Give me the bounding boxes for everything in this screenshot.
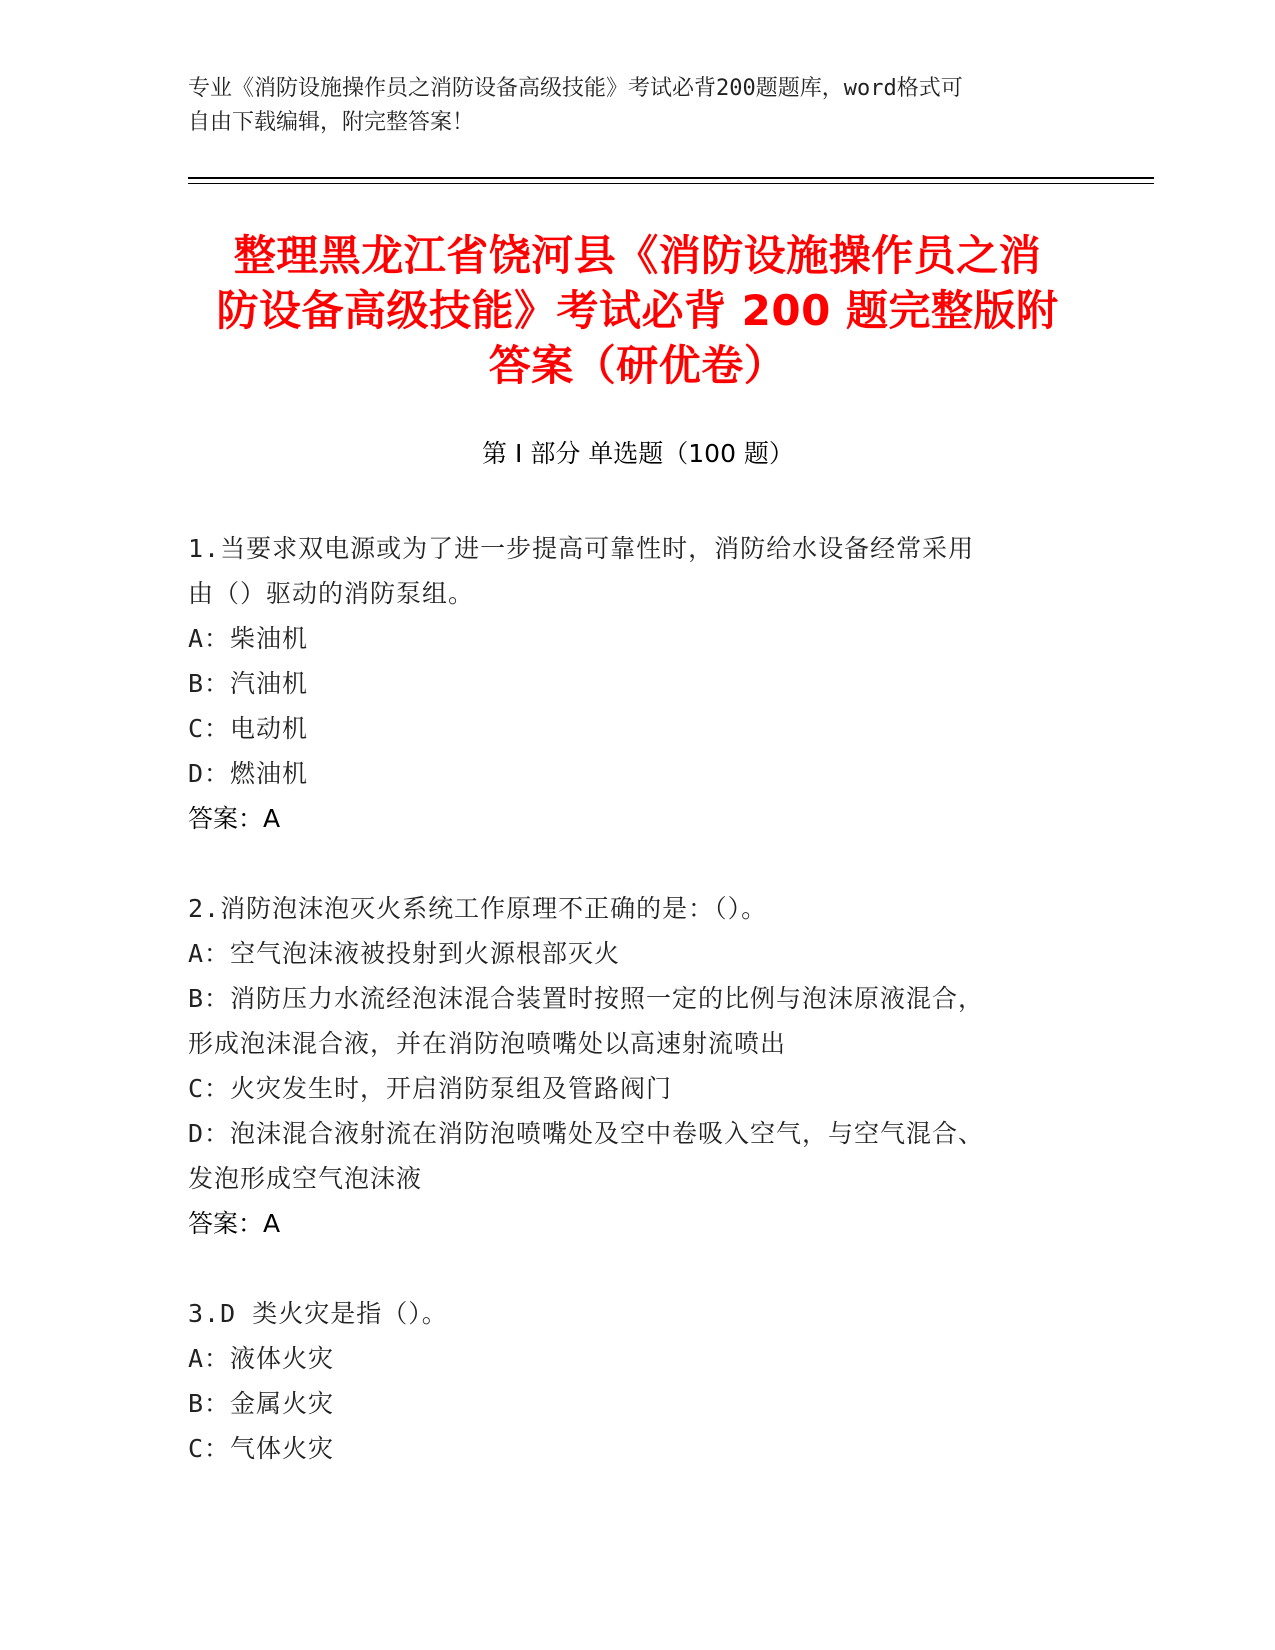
option-d: D：泡沫混合液射流在消防泡喷嘴处及空中卷吸入空气，与空气混合、	[188, 1119, 985, 1148]
option-c: C：气体火灾	[188, 1434, 335, 1463]
option-a: A：柴油机	[188, 624, 309, 653]
option-b-continued: 形成泡沫混合液，并在消防泡喷嘴处以高速射流喷出	[188, 1029, 787, 1058]
option-a: A：液体火灾	[188, 1344, 335, 1373]
question-item	[188, 526, 1088, 841]
option-b: B：汽油机	[188, 669, 309, 698]
option-a: A：空气泡沫液被投射到火源根部灭火	[188, 939, 621, 968]
title-line: 答案（研优卷）	[488, 341, 787, 390]
option-c: C：电动机	[188, 714, 309, 743]
question-stem: 2.消防泡沫泡灭火系统工作原理不正确的是：（）。	[188, 894, 768, 923]
header-divider-thick	[188, 177, 1154, 179]
header-divider-thin	[188, 183, 1154, 184]
header-note	[188, 72, 1088, 140]
title-line: 整理黑龙江省饶河县《消防设施操作员之消	[233, 231, 1042, 280]
question-item	[188, 1291, 1088, 1471]
option-d-continued: 发泡形成空气泡沫液	[188, 1164, 423, 1193]
option-b: B：金属火灾	[188, 1389, 335, 1418]
question-stem: 由（）驱动的消防泵组。	[188, 579, 475, 608]
section-title: 第 I 部分 单选题（100 题）	[482, 439, 794, 468]
document-title	[160, 228, 1115, 393]
option-d: D：燃油机	[188, 759, 309, 788]
title-line: 防设备高级技能》考试必背 200 题完整版附	[216, 286, 1059, 335]
header-note-line: 专业《消防设施操作员之消防设备高级技能》考试必背200题题库，word格式可	[188, 76, 963, 101]
answer-label: 答案：A	[188, 804, 281, 833]
option-b: B：消防压力水流经泡沫混合装置时按照一定的比例与泡沫原液混合，	[188, 984, 985, 1013]
question-item	[188, 886, 1088, 1246]
option-c: C：火灾发生时，开启消防泵组及管路阀门	[188, 1074, 673, 1103]
answer-label: 答案：A	[188, 1209, 281, 1238]
question-stem: 1.当要求双电源或为了进一步提高可靠性时，消防给水设备经常采用	[188, 534, 975, 563]
question-stem: 3.D 类火灾是指（）。	[188, 1299, 448, 1328]
question-list	[188, 526, 1088, 1516]
header-note-line: 自由下载编辑，附完整答案！	[188, 110, 475, 135]
